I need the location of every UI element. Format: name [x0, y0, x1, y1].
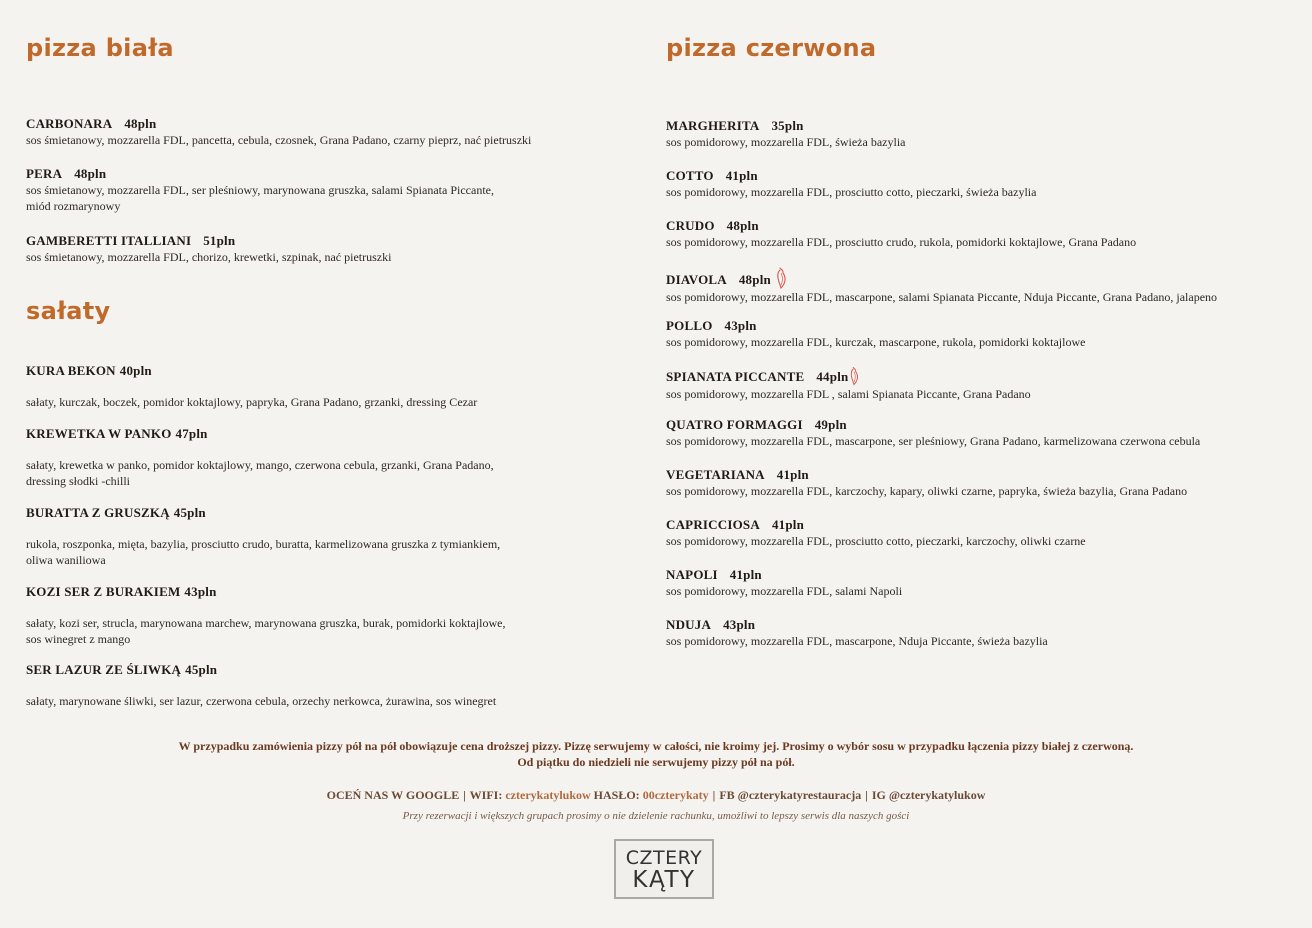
item-description-cont: oliwa waniliowa [26, 553, 106, 567]
item-description: sałaty, kurczak, boczek, pomidor koktajlowy, papryka, Grana Padano, grzanki, dressing Cezar [26, 395, 478, 409]
item-description: sałaty, marynowane śliwki, ser lazur, czerwona cebula, orzechy nerkowca, żurawina, sos winegret [26, 694, 497, 708]
chili-pepper-icon [848, 366, 860, 386]
item-name: MARGHERITA [666, 118, 760, 133]
item-price: 43pln [723, 617, 756, 632]
item-name: COTTO [666, 168, 714, 183]
item-name: KREWETKA W PANKO [26, 426, 172, 441]
menu-item-capricciosa [666, 516, 1286, 549]
menu-item-crudo [666, 217, 1286, 250]
item-price: 35pln [771, 118, 804, 133]
item-price: 43pln [724, 318, 757, 333]
item-description: sos pomidorowy, mozzarella FDL, karczochy, kapary, oliwki czarne, papryka, świeża bazylia, Grana Padano [666, 484, 1188, 498]
pizza-biala-title: pizza biała [26, 34, 174, 62]
item-description: sos pomidorowy, mozzarella FDL, prosciutto cotto, pieczarki, świeża bazylia [666, 185, 1037, 199]
separator: | [712, 788, 716, 802]
item-name: VEGETARIANA [666, 467, 765, 482]
item-name: CARBONARA [26, 116, 113, 131]
item-price: 45pln [185, 662, 218, 677]
menu-item-margherita [666, 117, 1286, 150]
item-description-cont: dressing słodki -chilli [26, 474, 130, 488]
item-price: 48pln [124, 116, 157, 131]
item-name: CRUDO [666, 218, 715, 233]
item-name: BURATTA Z GRUSZKĄ [26, 505, 170, 520]
wifi-name: czterykatylukow [505, 788, 591, 802]
menu-item-carbonara [26, 115, 606, 148]
menu-item-krewetka [26, 425, 606, 489]
half-half-notice [0, 738, 1312, 770]
menu-item-diavola [666, 267, 1286, 305]
item-price: 45pln [173, 505, 206, 520]
item-name: POLLO [666, 318, 713, 333]
menu-item-ser-lazur [26, 661, 606, 709]
item-price: 51pln [203, 233, 236, 248]
item-price: 48pln [726, 218, 759, 233]
item-price: 47pln [175, 426, 208, 441]
bill-split-note: Przy rezerwacji i większych grupach prosimy o nie dzielenie rachunku, umożliwi to lepszy serwis dla naszych gości [402, 810, 910, 822]
menu-item-napoli [666, 566, 1286, 599]
separator: | [463, 788, 466, 802]
menu-item-nduja [666, 616, 1286, 649]
menu-item-kozi-ser [26, 583, 606, 647]
item-price: 40pln [119, 363, 152, 378]
menu-item-gamberetti [26, 232, 606, 265]
item-price: 41pln [776, 467, 809, 482]
item-name: DIAVOLA [666, 272, 727, 287]
notice-line-2: Od piątku do niedzieli nie serwujemy pizzy pół na pół. [517, 755, 795, 769]
menu-item-cotto [666, 167, 1286, 200]
restaurant-logo [614, 839, 714, 899]
item-price: 41pln [729, 567, 762, 582]
item-price: 49pln [814, 417, 847, 432]
menu-item-vegetariana [666, 466, 1286, 499]
menu-item-quatro-formaggi [666, 416, 1286, 449]
item-description: sos śmietanowy, mozzarella FDL, pancetta, cebula, czosnek, Grana Padano, czarny pieprz, nać pietruszki [26, 133, 532, 147]
menu-item-spianata-piccante [666, 366, 1286, 402]
item-price: 48pln [738, 272, 771, 287]
item-name: PERA [26, 166, 63, 181]
pizza-czerwona-title: pizza czerwona [666, 34, 877, 62]
item-description-cont: sos winegret z mango [26, 632, 131, 646]
contact-info [0, 787, 1312, 803]
item-description: sos pomidorowy, mozzarella FDL, mascarpone, ser pleśniowy, Grana Padano, karmelizowana czerwona cebula [666, 434, 1201, 448]
wifi-label: WIFI: [469, 788, 503, 802]
logo-line-2: KĄTY [632, 867, 696, 893]
item-name: NAPOLI [666, 567, 718, 582]
item-description: sos pomidorowy, mozzarella FDL, mascarpone, salami Spianata Piccante, Nduja Piccante, Grana Padano, jalapeno [666, 290, 1218, 304]
item-price: 48pln [74, 166, 107, 181]
item-price: 43pln [184, 584, 217, 599]
item-name: CAPRICCIOSA [666, 517, 760, 532]
item-description-cont: miód rozmarynowy [26, 199, 121, 213]
google-review-label: OCEŃ NAS W GOOGLE [326, 788, 460, 802]
item-price: 41pln [725, 168, 758, 183]
menu-item-kura-bekon [26, 362, 606, 410]
item-description: sos pomidorowy, mozzarella FDL, prosciutto crudo, rukola, pomidorki koktajlowe, Grana Padano [666, 235, 1137, 249]
item-price: 44pln [816, 369, 849, 384]
item-description: sos pomidorowy, mozzarella FDL, prosciutto cotto, pieczarki, karczochy, oliwki czarne [666, 534, 1086, 548]
facebook-handle: FB @czterykatyrestauracja [719, 788, 862, 802]
item-description: sos śmietanowy, mozzarella FDL, ser pleśniowy, marynowana gruszka, salami Spianata Piccante, [26, 183, 494, 197]
item-name: GAMBERETTI ITALLIANI [26, 233, 192, 248]
salaty-title: sałaty [26, 297, 111, 325]
logo-line-1: CZTERY [625, 847, 703, 869]
wifi-password: 00czterykaty [642, 788, 709, 802]
password-label: HASŁO: [593, 788, 640, 802]
item-name: KOZI SER Z BURAKIEM [26, 584, 181, 599]
item-name: KURA BEKON [26, 363, 116, 378]
item-name: NDUJA [666, 617, 712, 632]
menu-item-pera [26, 165, 606, 214]
item-name: QUATRO FORMAGGI [666, 417, 803, 432]
item-description: sos pomidorowy, mozzarella FDL, salami Napoli [666, 584, 903, 598]
separator: | [865, 788, 868, 802]
notice-line-1: W przypadku zamówienia pizzy pół na pół obowiązuje cena droższej pizzy. Pizzę serwujemy w całości, nie kroimy jej. Prosimy o wybór sosu w przypadku łączenia pizzy białej z czerwoną. [178, 739, 1134, 753]
item-description: sos pomidorowy, mozzarella FDL, świeża bazylia [666, 135, 906, 149]
menu-item-buratta [26, 504, 606, 568]
menu-item-pollo [666, 317, 1286, 350]
item-description: sos pomidorowy, mozzarella FDL , salami Spianata Piccante, Grana Padano [666, 387, 1031, 401]
item-description: sos pomidorowy, mozzarella FDL, kurczak, mascarpone, rukola, pomidorki koktajlowe [666, 335, 1086, 349]
item-name: SPIANATA PICCANTE [666, 369, 805, 384]
item-description: rukola, roszponka, mięta, bazylia, prosciutto crudo, buratta, karmelizowana gruszka z tymiankiem, [26, 537, 501, 551]
item-description: sałaty, kozi ser, strucla, marynowana marchew, marynowana gruszka, burak, pomidorki koktajlowe, [26, 616, 506, 630]
item-name: SER LAZUR ZE ŚLIWKĄ [26, 662, 182, 677]
item-description: sos pomidorowy, mozzarella FDL, mascarpone, Nduja Piccante, świeża bazylia [666, 634, 1048, 648]
chili-pepper-icon [774, 267, 788, 289]
item-price: 41pln [771, 517, 805, 532]
item-description: sos śmietanowy, mozzarella FDL, chorizo, krewetki, szpinak, nać pietruszki [26, 250, 392, 264]
instagram-handle: IG @czterykatylukow [871, 788, 986, 802]
item-description: sałaty, krewetka w panko, pomidor koktajlowy, mango, czerwona cebula, grzanki, Grana Padano, [26, 458, 494, 472]
